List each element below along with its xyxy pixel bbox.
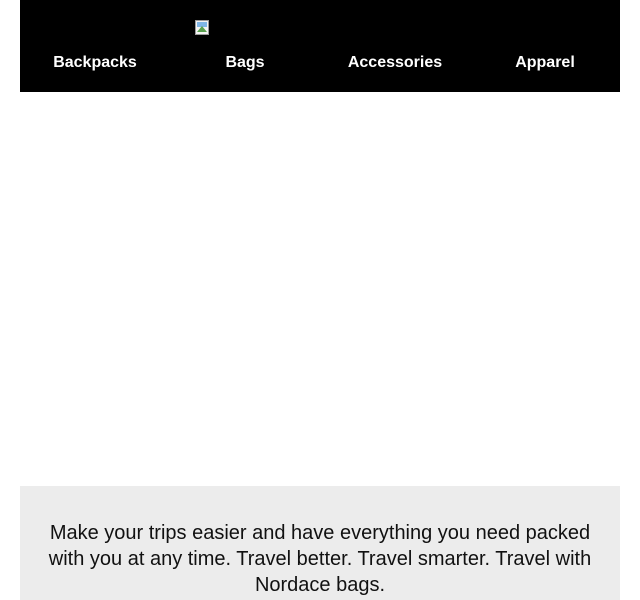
nav-link-backpacks[interactable]: Backpacks	[53, 54, 137, 71]
nav-link-apparel[interactable]: Apparel	[515, 54, 575, 71]
hero-image-area	[20, 92, 620, 486]
main-nav	[20, 52, 620, 76]
broken-image-icon[interactable]	[195, 20, 211, 36]
nav-link-accessories[interactable]: Accessories	[347, 54, 443, 71]
tagline-text: Make your trips easier and have everything you need packed with you at any time. Travel better. Travel smarter. Travel with Nordace bags.	[48, 522, 592, 596]
nav-link-bags[interactable]: Bags	[225, 54, 265, 71]
tagline-section	[20, 486, 620, 600]
email-container	[20, 0, 620, 600]
header-bar	[20, 0, 620, 92]
